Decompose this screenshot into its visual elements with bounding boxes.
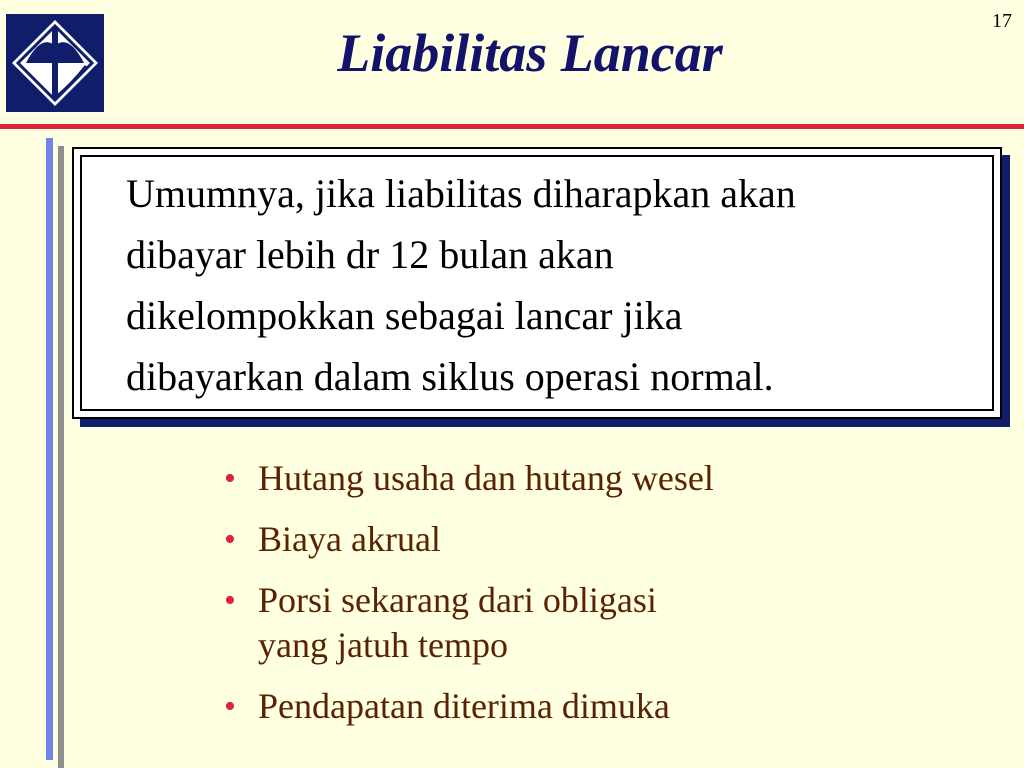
bullet-item (224, 456, 984, 501)
bullet-text: Biaya akrual (258, 519, 441, 559)
bullet-marker: • (224, 582, 236, 619)
bullet-item (224, 684, 984, 729)
callout-line: Umumnya, jika liabilitas diharapkan akan (126, 171, 796, 216)
bullet-marker: • (224, 688, 236, 725)
bullet-list (224, 456, 984, 745)
page-number: 17 (992, 10, 1012, 32)
callout-box (72, 147, 1002, 419)
callout-line: dikelompokkan sebagai lancar jika (126, 293, 683, 338)
bullet-text-continuation: yang jatuh tempo (258, 625, 508, 665)
callout-line: dibayarkan dalam siklus operasi normal. (126, 354, 774, 399)
callout-text (126, 163, 996, 407)
left-accent-bar-gray (58, 146, 64, 768)
bullet-marker: • (224, 460, 236, 497)
bullet-text: Pendapatan diterima dimuka (258, 686, 670, 726)
bullet-text: Porsi sekarang dari obligasi (258, 580, 657, 620)
bullet-marker: • (224, 521, 236, 558)
left-accent-bar-blue (46, 138, 53, 760)
bullet-item (224, 517, 984, 562)
title-divider (0, 124, 1024, 129)
callout-line: dibayar lebih dr 12 bulan akan (126, 232, 614, 277)
bullet-text: Hutang usaha dan hutang wesel (258, 458, 714, 498)
slide-title: Liabilitas Lancar (337, 23, 723, 83)
bullet-item (224, 578, 984, 668)
